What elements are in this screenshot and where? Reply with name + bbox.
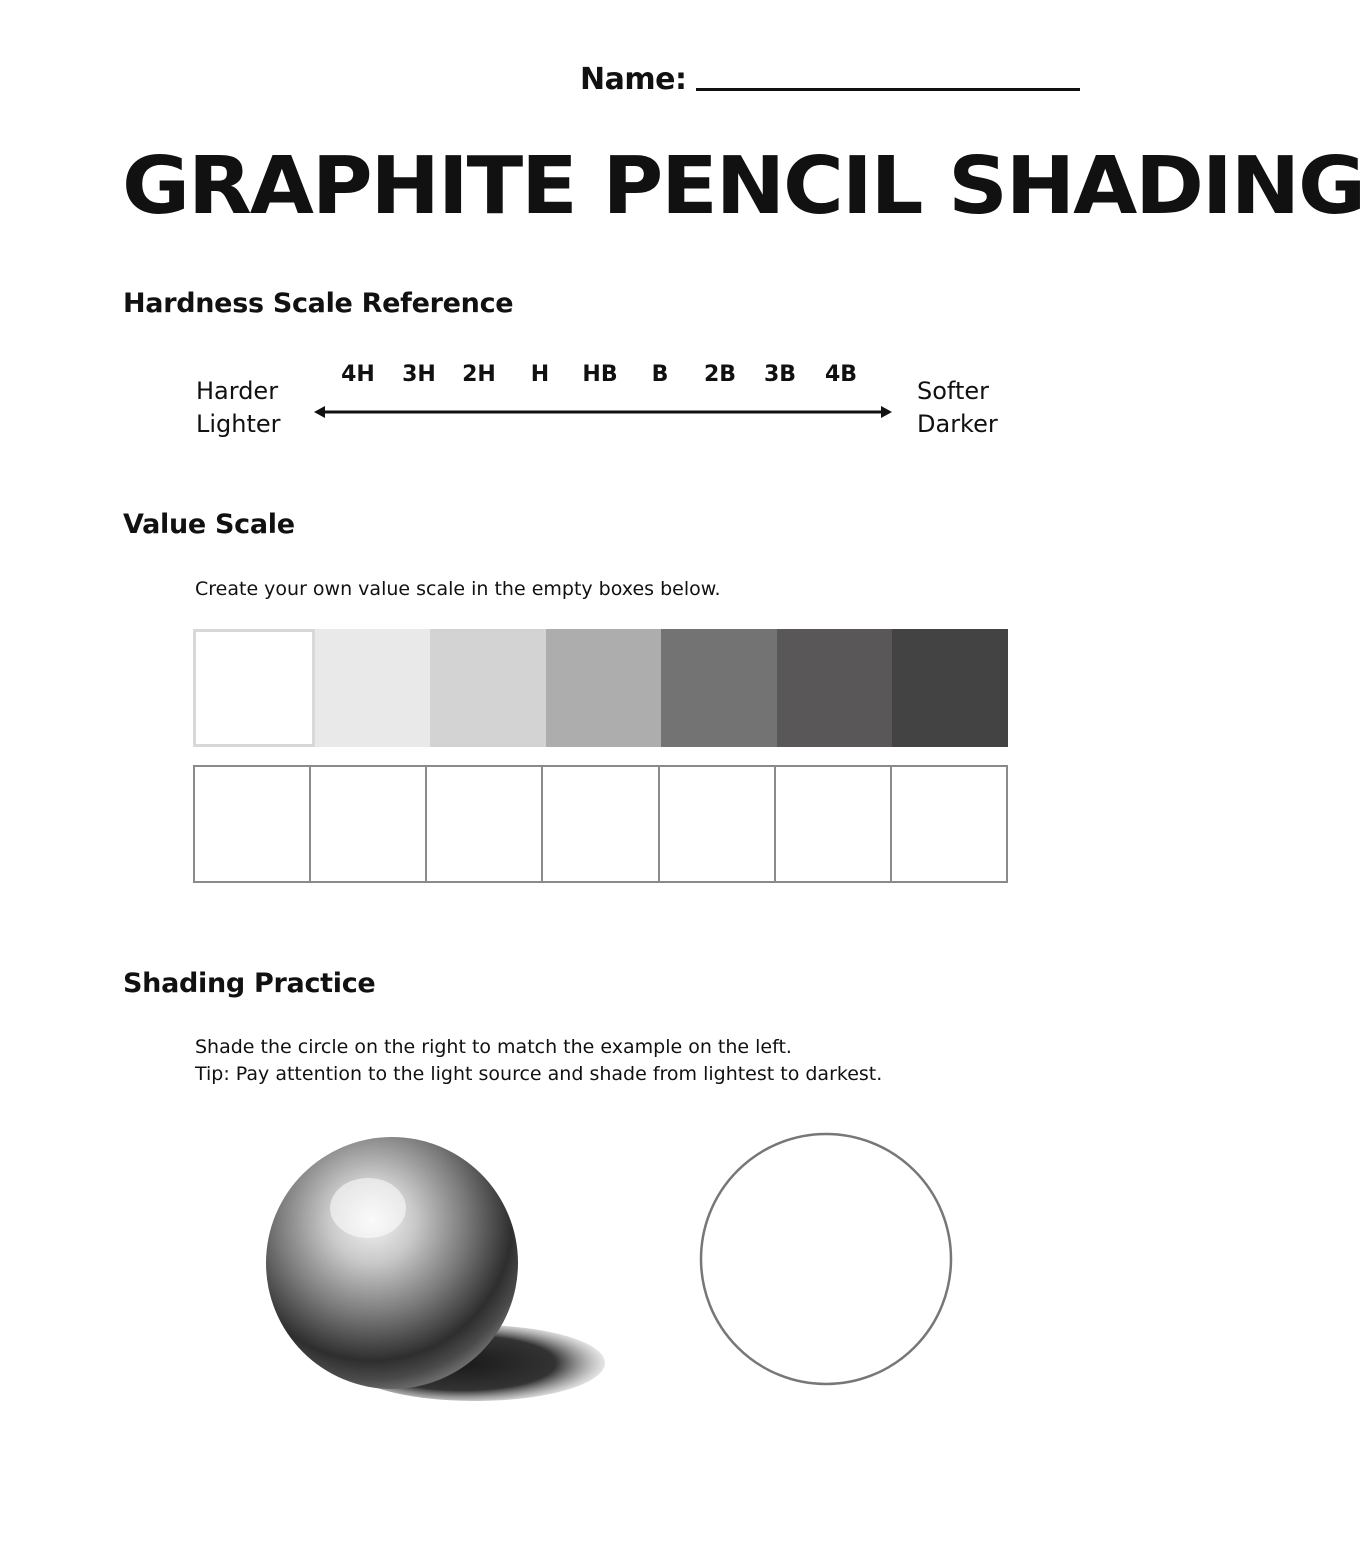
name-label: Name: bbox=[580, 62, 687, 97]
shading-instruction-2: Tip: Pay attention to the light source and shade from lightest to darkest. bbox=[195, 1063, 883, 1085]
shaded-sphere-example bbox=[250, 1120, 610, 1410]
hardness-heading: Hardness Scale Reference bbox=[123, 288, 514, 319]
value-swatch bbox=[430, 629, 546, 747]
value-swatch bbox=[661, 629, 777, 747]
grade-label: H bbox=[530, 362, 550, 387]
grade-label: 3B bbox=[763, 362, 797, 387]
grade-label: 4H bbox=[341, 362, 375, 387]
grade-label: 2H bbox=[462, 362, 496, 387]
harder-lighter-label bbox=[196, 375, 281, 441]
grade-label: 4B bbox=[824, 362, 858, 387]
empty-value-scale[interactable] bbox=[193, 765, 1008, 883]
value-swatch bbox=[892, 629, 1008, 747]
shading-practice-heading: Shading Practice bbox=[123, 968, 376, 999]
empty-value-box[interactable] bbox=[425, 765, 541, 883]
name-field[interactable] bbox=[580, 62, 1080, 97]
empty-value-box[interactable] bbox=[658, 765, 774, 883]
lighter-label: Lighter bbox=[196, 410, 281, 438]
empty-value-box[interactable] bbox=[890, 765, 1008, 883]
value-scale-heading: Value Scale bbox=[123, 509, 295, 540]
value-swatch bbox=[546, 629, 662, 747]
darker-label: Darker bbox=[917, 410, 998, 438]
value-scale-instructions: Create your own value scale in the empty boxes below. bbox=[195, 578, 721, 600]
softer-label: Softer bbox=[917, 377, 989, 405]
value-swatch bbox=[315, 629, 431, 747]
grade-label: 2B bbox=[703, 362, 737, 387]
harder-label: Harder bbox=[196, 377, 279, 405]
empty-value-box[interactable] bbox=[309, 765, 425, 883]
empty-practice-circle[interactable] bbox=[699, 1132, 959, 1392]
sphere-highlight bbox=[330, 1178, 406, 1238]
sphere-body bbox=[266, 1137, 518, 1389]
empty-value-box[interactable] bbox=[193, 765, 309, 883]
page-title: GRAPHITE PENCIL SHADING bbox=[122, 140, 1364, 232]
grade-label: B bbox=[651, 362, 669, 387]
grade-label: HB bbox=[582, 362, 618, 387]
name-input-line[interactable] bbox=[696, 88, 1080, 91]
empty-value-box[interactable] bbox=[774, 765, 890, 883]
value-swatch bbox=[193, 629, 315, 747]
reference-value-scale bbox=[193, 629, 1008, 747]
hardness-arrow bbox=[314, 402, 894, 422]
softer-darker-label bbox=[917, 375, 998, 441]
shading-instruction-1: Shade the circle on the right to match the example on the left. bbox=[195, 1036, 792, 1058]
grade-label: 3H bbox=[402, 362, 436, 387]
value-swatch bbox=[777, 629, 893, 747]
empty-value-box[interactable] bbox=[541, 765, 657, 883]
